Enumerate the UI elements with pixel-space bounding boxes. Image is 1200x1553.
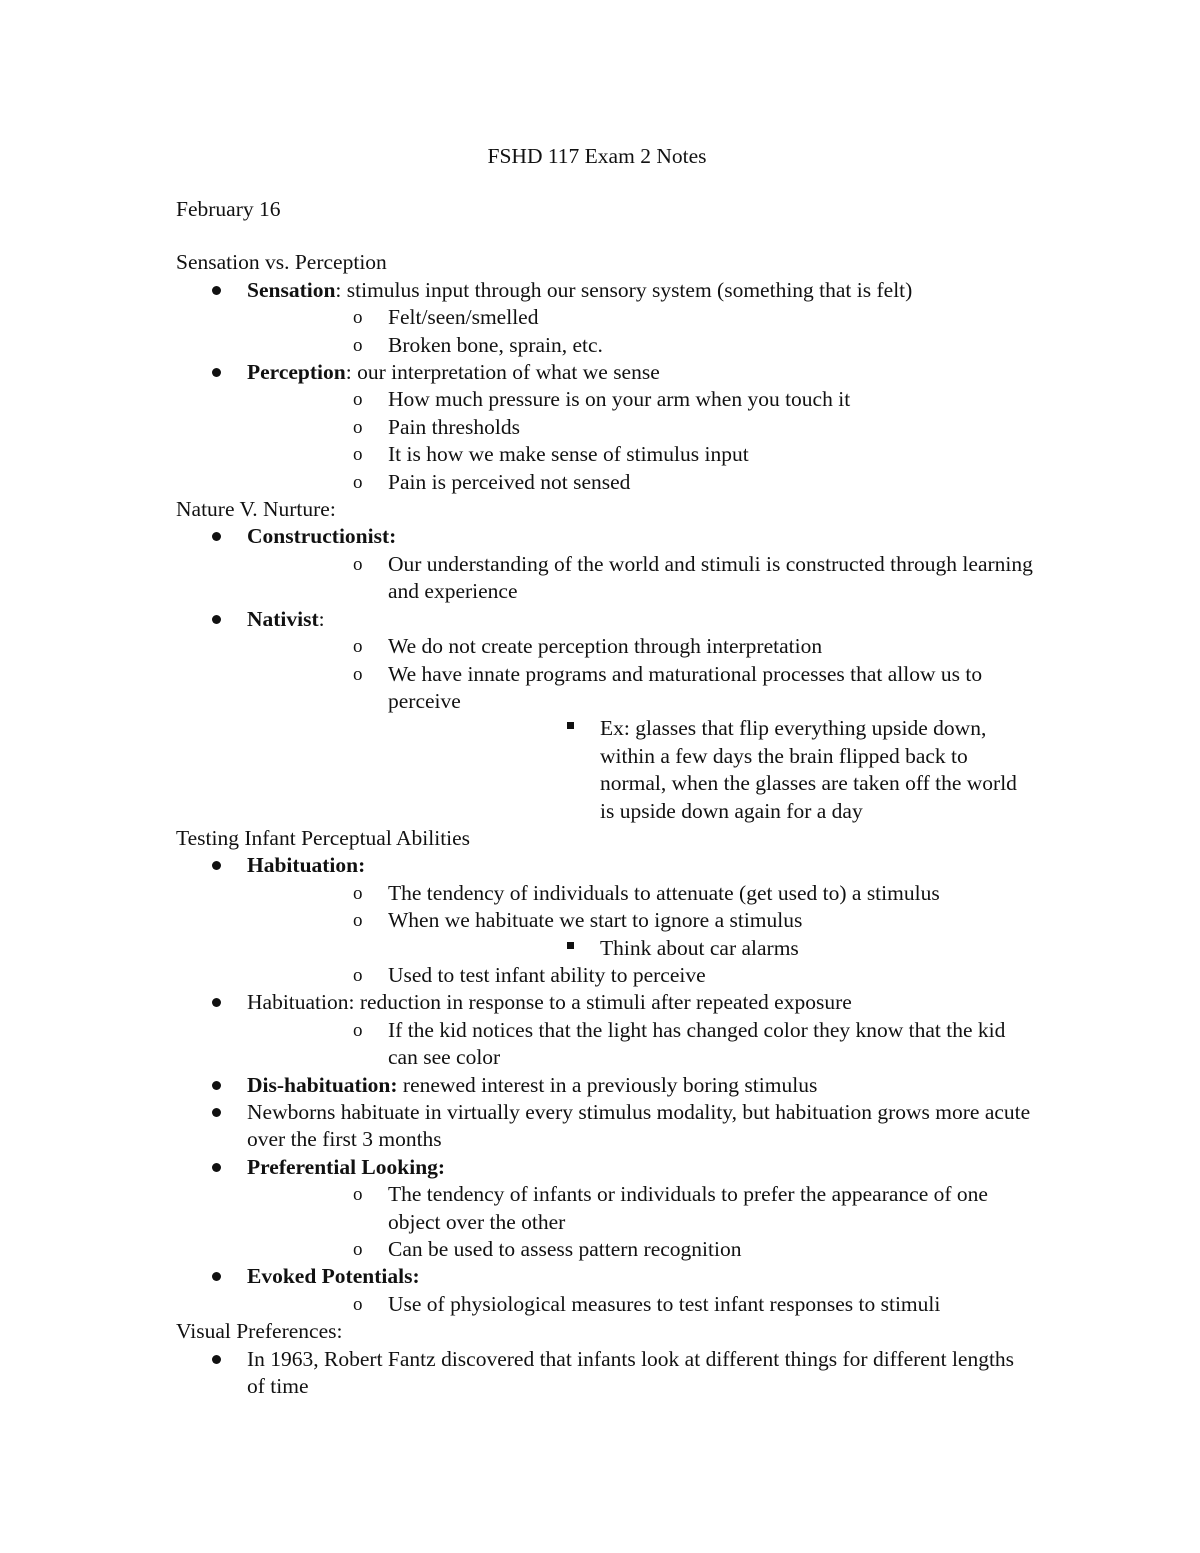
item-text: Can be used to assess pattern recognition (388, 1237, 742, 1262)
circle-marker: o (353, 553, 363, 575)
item-text: Think about car alarms (600, 935, 799, 960)
sub-list (247, 1291, 1036, 1318)
bullet-item (176, 1072, 1036, 1099)
circle-marker: o (353, 1239, 363, 1261)
bullet-dot (212, 532, 221, 541)
bullet-list (176, 1346, 1036, 1401)
sub-item (247, 633, 1036, 660)
item-text: It is how we make sense of stimulus input (388, 442, 749, 467)
section-heading: Visual Preferences: (176, 1319, 343, 1344)
circle-marker: o (353, 663, 363, 685)
sub-item (247, 551, 1036, 606)
item-text: : our interpretation of what we sense (345, 360, 660, 385)
sub-item (247, 1291, 1036, 1318)
sub-item (247, 1236, 1036, 1263)
circle-marker: o (353, 964, 363, 986)
sub-item (247, 907, 1036, 962)
item-text: Felt/seen/smelled (388, 305, 539, 330)
item-text: Pain is perceived not sensed (388, 469, 631, 494)
bullet-dot (212, 615, 221, 624)
term-label: Sensation (247, 277, 336, 302)
sub-item (247, 880, 1036, 907)
sections-container (176, 249, 1036, 1400)
circle-marker: o (353, 389, 363, 411)
section-heading: Testing Infant Perceptual Abilities (176, 825, 471, 850)
sub-list (247, 1017, 1036, 1072)
circle-marker: o (353, 444, 363, 466)
bullet-list (176, 852, 1036, 1318)
item-text: Habituation: reduction in response to a stimuli after repeated exposure (247, 990, 852, 1015)
circle-marker: o (353, 1019, 363, 1041)
circle-marker: o (353, 636, 363, 658)
item-text: We do not create perception through interpretation (388, 634, 823, 659)
circle-marker: o (353, 1184, 363, 1206)
bullet-list (176, 277, 1036, 496)
item-text: Broken bone, sprain, etc. (388, 332, 603, 357)
circle-marker: o (353, 334, 363, 356)
item-text: The tendency of individuals to attenuate (get used to) a stimulus (388, 880, 940, 905)
item-text: Used to test infant ability to perceive (388, 962, 706, 987)
bullet-dot (212, 1163, 221, 1172)
circle-marker: o (353, 1293, 363, 1315)
bullet-list (176, 523, 1036, 824)
sub-item (247, 661, 1036, 825)
bullet-dot (212, 286, 221, 295)
sub-list (247, 633, 1036, 825)
item-text: We have innate programs and maturational processes that allow us to perceive (388, 661, 983, 713)
sub-list (247, 386, 1036, 496)
bullet-dot (212, 998, 221, 1007)
item-text: Newborns habituate in virtually every stimulus modality, but habituation grows more acute over the first 3 months (247, 1100, 1031, 1152)
bullet-item (176, 523, 1036, 605)
section-heading: Nature V. Nurture: (176, 497, 336, 522)
circle-marker: o (353, 910, 363, 932)
term-label: Preferential Looking: (247, 1154, 446, 1179)
item-text: If the kid notices that the light has changed color they know that the kid can see color (388, 1017, 1006, 1070)
sub-list (247, 304, 1036, 359)
sub-sub-item (388, 715, 1036, 825)
item-text: Our understanding of the world and stimuli is constructed through learning and experience (388, 551, 1033, 604)
sub-item (247, 1181, 1036, 1236)
bullet-dot (212, 368, 221, 377)
sub-item (247, 962, 1036, 989)
item-text: : (318, 606, 325, 631)
bullet-item (176, 1099, 1036, 1154)
item-text: When we habituate we start to ignore a stimulus (388, 908, 803, 933)
bullet-dot (212, 1272, 221, 1281)
term-label: Constructionist: (247, 524, 397, 549)
term-label: Habituation: (247, 853, 366, 878)
square-bullet (567, 722, 574, 729)
bullet-item (176, 606, 1036, 825)
item-text: Ex: glasses that flip everything upside down, within a few days the brain flipped back to normal, when the glasses are taken off the world is upside down again for a day (600, 716, 1017, 823)
item-text: Pain thresholds (388, 414, 520, 439)
item-text: The tendency of infants or individuals to prefer the appearance of one object over the other (388, 1182, 988, 1234)
bullet-item (176, 1263, 1036, 1318)
item-text: renewed interest in a previously boring stimulus (397, 1072, 818, 1097)
term-label: Evoked Potentials: (247, 1264, 420, 1289)
item-text: In 1963, Robert Fantz discovered that infants look at different things for different lengths of time (247, 1346, 1015, 1399)
term-label: Dis-habituation: (247, 1072, 398, 1097)
sub-sub-item (388, 935, 1036, 962)
bullet-item (176, 989, 1036, 1071)
sub-list (388, 935, 1036, 962)
term-label: Nativist (247, 606, 319, 631)
sub-item (247, 304, 1036, 331)
sub-item (247, 1017, 1036, 1072)
item-text: : stimulus input through our sensory system (something that is felt) (335, 277, 913, 302)
bullet-dot (212, 861, 221, 870)
section-heading: Sensation vs. Perception (176, 250, 387, 275)
circle-marker: o (353, 471, 363, 493)
bullet-item (176, 277, 1036, 359)
sub-list (247, 1181, 1036, 1263)
sub-item (247, 469, 1036, 496)
bullet-item (176, 1346, 1036, 1401)
sub-list (247, 551, 1036, 606)
circle-marker: o (353, 307, 363, 329)
bullet-item (176, 359, 1036, 496)
bullet-dot (212, 1108, 221, 1117)
document-title: FSHD 117 Exam 2 Notes (487, 144, 707, 168)
sub-item (247, 414, 1036, 441)
sub-item (247, 386, 1036, 413)
bullet-item (176, 1154, 1036, 1264)
bullet-dot (212, 1355, 221, 1364)
sub-item (247, 332, 1036, 359)
sub-list (388, 715, 1036, 825)
item-text: How much pressure is on your arm when you touch it (388, 387, 851, 412)
bullet-dot (212, 1081, 221, 1090)
sub-list (247, 880, 1036, 990)
item-text: Use of physiological measures to test infant responses to stimuli (388, 1291, 941, 1316)
term-label: Perception (247, 360, 346, 385)
notes-body (176, 196, 1036, 1400)
circle-marker: o (353, 416, 363, 438)
sub-item (247, 441, 1036, 468)
date-heading: February 16 (176, 197, 281, 221)
circle-marker: o (353, 882, 363, 904)
square-bullet (567, 942, 574, 949)
bullet-item (176, 852, 1036, 989)
